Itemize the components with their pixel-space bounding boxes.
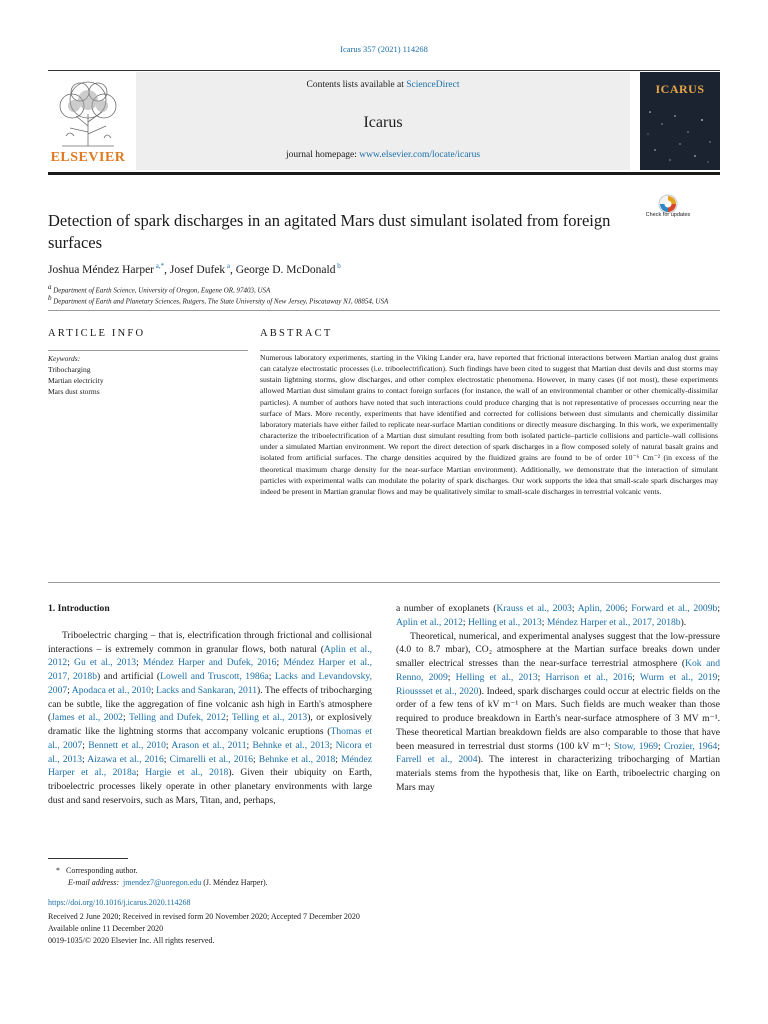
homepage-line	[136, 150, 630, 160]
citation-link[interactable]: Gu et al., 2013	[74, 657, 137, 669]
keyword: Mars dust storms	[48, 387, 100, 396]
body-text: a number of exoplanets (	[396, 603, 497, 614]
citation-link[interactable]: Harrison et al., 2016	[545, 671, 633, 683]
citation-link[interactable]: Crozier, 1964	[664, 740, 718, 752]
body-text: ;	[537, 671, 546, 683]
body-paragraph	[48, 629, 372, 808]
body-text: ). The interest in characterizing tribocharging of Martian materials stems from the hypothesis that, like on Earth, triboelectric charging on Mars may	[396, 754, 720, 793]
citation-link[interactable]: Aplin, 2006	[577, 603, 625, 614]
body-text: Theoretical, numerical, and experimental analyses suggest that the low-pressure (4.0 to 8.7 mbar), CO₂ atmosphere at the Martian surface breaks down under smaller electrical stresses than the near-surface terrestrial atmosphere (	[396, 630, 720, 669]
citation-link[interactable]: Bennett et al., 2010	[88, 739, 166, 751]
body-text: ;	[632, 671, 640, 683]
body-text: ;	[122, 712, 129, 724]
body-column-left	[48, 602, 372, 808]
body-text: ;	[136, 657, 143, 669]
citation-link[interactable]: Rioussset et al., 2020	[396, 685, 479, 697]
keywords-list	[48, 364, 104, 397]
homepage-link[interactable]: www.elsevier.com/locate/icarus	[359, 150, 481, 160]
citation-link[interactable]: Apodaca et al., 2010	[71, 684, 151, 696]
article-info-heading: ARTICLE INFO	[48, 328, 146, 339]
citation-link[interactable]: Hargie et al., 2018	[145, 767, 229, 779]
body-text: ;	[717, 671, 720, 683]
body-text: ). The effects of tribocharging can be subtle, like the aggregation of fine volcanic ash high in Earth's atmosphere (	[48, 684, 372, 724]
author-name: Joshua Méndez Harper	[48, 263, 155, 276]
doi-link[interactable]: https://doi.org/10.1016/j.icarus.2020.114268	[48, 898, 191, 907]
body-paragraph	[396, 630, 720, 795]
body-text: ;	[150, 684, 157, 696]
publisher-name: ELSEVIER	[50, 150, 126, 165]
body-text: ), or explosively dramatic like the lightning storms that accompany volcanic eruptions (	[48, 712, 372, 737]
abstract-bottom-rule	[48, 582, 720, 583]
body-text: ;	[165, 739, 172, 751]
author-list	[48, 262, 720, 276]
body-text: ;	[163, 753, 170, 765]
citation-link[interactable]: Aplin et al., 2012	[48, 643, 372, 669]
received-dates: Received 2 June 2020; Received in revised form 20 November 2020; Accepted 7 December 2020	[48, 912, 360, 921]
affiliation-text: Department of Earth Science, University of Oregon, Eugene OR, 97403, USA	[53, 286, 271, 295]
body-text: ;	[276, 657, 284, 669]
citation-link[interactable]: Méndez Harper et al., 2017, 2018b	[546, 616, 681, 628]
citation-link[interactable]: Aizawa et al., 2016	[87, 753, 164, 765]
citation-link[interactable]: Arason et al., 2011	[171, 739, 247, 751]
author-separator: ,	[229, 263, 236, 276]
citation-link[interactable]: Cimarelli et al., 2016	[169, 753, 253, 765]
journal-name: Icarus	[363, 114, 403, 131]
copyright-notice: 0019-1035/© 2020 Elsevier Inc. All rights reserved.	[48, 936, 215, 945]
crossmark-label[interactable]: Check for updates	[645, 212, 691, 218]
citation-link[interactable]: Thomas et al., 2007	[48, 726, 372, 751]
citation-link[interactable]: Stow, 1969	[613, 740, 658, 752]
affiliation-b	[48, 294, 720, 305]
affiliation-key: b	[48, 294, 52, 302]
citation-link[interactable]: Lacks and Levandovsky, 2007	[48, 671, 372, 696]
affiliation-key: a	[48, 283, 52, 291]
citation-link[interactable]: Lowell and Truscott, 1986a	[160, 671, 269, 682]
body-text: Triboelectric charging – that is, electrification through frictional and collisional interactions – is extremely common in granular flows, both natural (	[48, 629, 372, 655]
body-text: ;	[462, 616, 468, 628]
affiliation-text: Department of Earth and Planetary Sciences, Rutgers, The State University of New Jersey, Piscataway NJ, 08854, USA	[53, 297, 389, 306]
body-text: ;	[268, 671, 275, 682]
contents-prefix: Contents lists available at	[306, 80, 407, 90]
body-text: ;	[253, 753, 259, 765]
contents-line	[136, 80, 630, 90]
citation-link[interactable]: Farrell et al., 2004	[396, 754, 478, 766]
body-text: ). Given their ubiquity on Earth, triboelectric processes likely operate in other planetary environments with large dust and sand reservoirs, such as Mars, Titan, and, perhaps,	[48, 767, 372, 806]
abstract-text: Numerous laboratory experiments, starting in the Viking Lander era, have reported that frictional interactions between Martian analog dust grains can catalyze electrostatic processes (i.e. triboelectrification). Such findings have been cited to suggest that Martian dust devils and dust storms may sustain lightning storms, glow discharges, and other complex electrostatic phenomena. However, in many cases (if not most), these experiments allowed Martian dust simulant grains to contact foreign surfaces (for instance, the wall of an environmental chamber or other chemically-dissimilar particles). A number of authors have noted that such interactions could produce charging that is not representative of processes occurring near the surface of Mars. More recently, experiments that have identified and corrected for collisions between dust simulants and chemically dissimilar laboratory materials have either failed to replicate near-surface Martian conditions or directly measure discharging. In this work, we experimentally characterize the triboelectrification of a Martian dust simulant resulting from both isolated particle–particle collisions and particle–wall collisions under a simulated Martian environment. We report the direct detection of spark discharges in a flow composed solely of natural basalt grains and isolated from artificial surfaces. The charge densities acquired by the fluidized grains are found to be of order 10⁻⁶ Cm⁻² (in excess of the theoretical maximum charge density for the near-surface Martian environment). Additionally, we demonstrate that the interaction of simulant particles with experimental walls can modulate the polarity of spark discharges. Our work supports the idea that small-scale spark discharges may indeed be present in Martian granular flows and may be qualitatively similar to small-scale discharges in terrestrial volcanic vents.	[260, 353, 718, 496]
affiliation-a	[48, 283, 720, 294]
citation-link[interactable]: Telling et al., 2013	[231, 712, 308, 724]
email-suffix: (J. Méndez Harper).	[203, 878, 268, 887]
body-text: ;	[447, 671, 456, 683]
author-name: Josef Dufek	[169, 263, 226, 276]
email-link[interactable]: jmendez7@uoregon.edu	[123, 878, 202, 887]
email-label: E-mail address:	[68, 878, 120, 887]
author-affiliation-marker[interactable]: b	[335, 262, 341, 270]
citation-link[interactable]: Méndez Harper and Dufek, 2016	[142, 657, 277, 669]
section-heading-introduction: 1. Introduction	[48, 603, 110, 614]
body-paragraph	[396, 602, 720, 630]
body-text: ;	[541, 616, 547, 628]
citation-link[interactable]: Aplin et al., 2012	[396, 616, 463, 628]
body-text: ;	[624, 603, 632, 614]
footnote-rule	[48, 858, 128, 859]
author-affiliation-marker[interactable]: a	[225, 262, 230, 270]
citation-link[interactable]: Krauss et al., 2003	[496, 603, 572, 614]
corresponding-text: Corresponding author.	[66, 866, 138, 875]
body-text: ).	[680, 616, 687, 628]
header-bottom-rule	[48, 172, 720, 175]
body-text: ;	[136, 767, 146, 779]
journal-citation[interactable]: Icarus 357 (2021) 114268	[340, 44, 428, 54]
citation-link[interactable]: Helling et al., 2013	[455, 671, 538, 683]
body-text: ;	[329, 739, 336, 751]
article-title: Detection of spark discharges in an agitated Mars dust simulant isolated from foreign surfaces	[48, 211, 611, 252]
right-paragraphs	[396, 602, 720, 795]
body-text: ;	[246, 739, 253, 751]
citation-link[interactable]: Behnke et al., 2013	[252, 739, 330, 751]
body-text: ;	[571, 603, 578, 614]
citation-link[interactable]: Wurm et al., 2019	[639, 671, 718, 683]
author-separator: ,	[164, 263, 170, 276]
abstract-heading: ABSTRACT	[260, 328, 333, 339]
body-text: ;	[657, 740, 664, 752]
author-affiliation-marker[interactable]: a,*	[154, 262, 165, 270]
body-column-right	[396, 602, 720, 795]
citation-link[interactable]: Helling et al., 2013	[467, 616, 542, 628]
citation-link[interactable]: Telling and Dufek, 2012	[128, 712, 226, 724]
citation-link[interactable]: Forward et al., 2009b	[631, 603, 718, 614]
online-date: Available online 11 December 2020	[48, 924, 164, 933]
body-text: ;	[335, 753, 342, 765]
citation-link[interactable]: James et al., 2002	[51, 712, 123, 724]
article-info-rule	[48, 350, 248, 351]
body-text: ) and artificial (	[97, 671, 161, 682]
body-text: ;	[717, 603, 720, 614]
citation-link[interactable]: Méndez Harper et al., 2017, 2018b	[48, 657, 372, 682]
citation-link[interactable]: Nicora et al., 2013	[48, 739, 372, 765]
body-text: ;	[225, 712, 232, 724]
body-text: ;	[67, 657, 75, 669]
affiliation-rule	[48, 310, 720, 311]
body-text: ;	[717, 740, 720, 752]
corresponding-author-note	[56, 866, 138, 875]
citation-link[interactable]: Behnke et al., 2018	[258, 753, 336, 765]
homepage-prefix: journal homepage:	[285, 150, 360, 160]
body-text: ;	[67, 684, 72, 696]
citation-link[interactable]: Kok and Renno, 2009	[396, 658, 720, 683]
cover-title: ICARUS	[655, 82, 705, 96]
journal-cover-thumbnail[interactable]	[640, 72, 720, 170]
keyword: Tribocharging	[48, 365, 91, 374]
abstract-top-rule	[260, 350, 720, 351]
header-top-rule	[48, 70, 720, 71]
author-name: George D. McDonald	[235, 263, 336, 276]
body-text: ;	[82, 739, 89, 751]
corresponding-mark: *	[56, 866, 60, 875]
body-text: ;	[82, 753, 88, 765]
sciencedirect-link[interactable]: ScienceDirect	[406, 80, 460, 90]
keywords-label: Keywords:	[48, 354, 81, 363]
keyword: Martian electricity	[48, 376, 104, 385]
citation-link[interactable]: Lacks and Sankaran, 2011	[156, 684, 258, 696]
email-note	[68, 878, 268, 887]
left-paragraphs	[48, 629, 372, 808]
citation-link[interactable]: Méndez Harper et al., 2018a	[48, 753, 372, 779]
body-text: ). Indeed, spark discharges could occur at electric fields on the order of a few tens of kV m⁻¹ on Mars. Such fields are much weaker than those required to produce breakdown in Earth's near-surface atmosphere of 3 MV m⁻¹. These theoretical Martian breakdown fields are also comparable to those that have been measured in terrestrial dust storms (100 kV m⁻¹;	[396, 685, 721, 752]
